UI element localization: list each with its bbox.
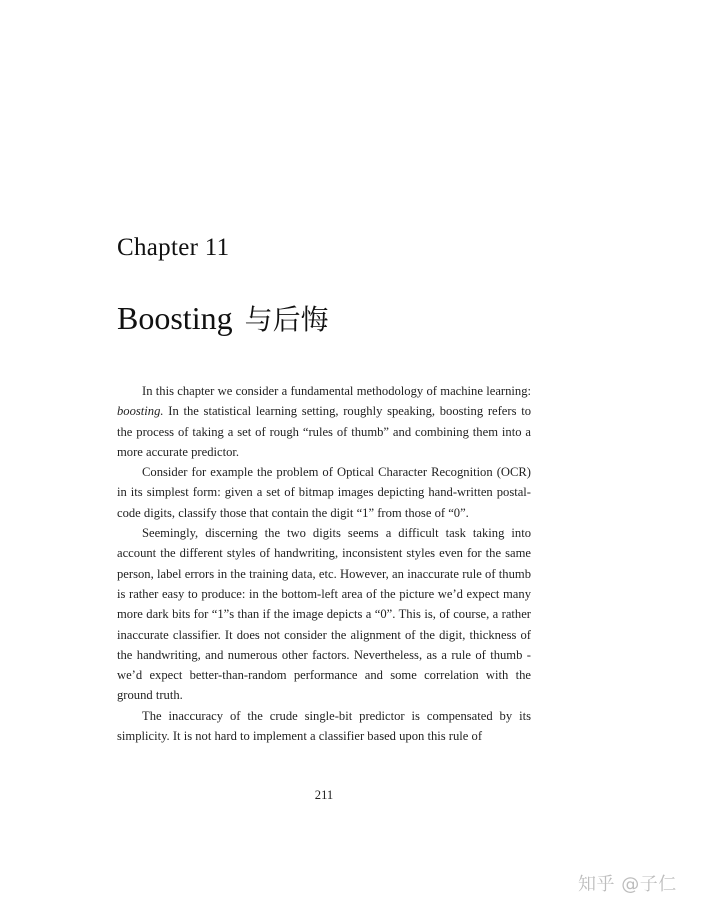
chapter-label: Chapter 11 xyxy=(117,234,230,261)
watermark: 知乎 @子仁 xyxy=(578,874,677,895)
paragraph-rule-of-thumb: Seemingly, discerning the two digits seems a difficult task taking into account the different styles of handwriting, inconsistent styles even for the same person, label errors in the training data, etc. However, an inaccurate rule of thumb is rather easy to produce: in the bottom-left area of the picture we’d expect many more dark bits for “1”s than if the image depicts a “0”. This is, of course, a rather inaccurate classifier. It does not consider the alignment of the digit, thickness of the handwriting, and numerous other factors. Nevertheless, as a rule of thumb - we’d expect better-than-random performance and some correlation with the ground truth. xyxy=(117,526,531,703)
paragraph-intro xyxy=(117,381,531,462)
chapter-title xyxy=(117,298,329,338)
chapter-body xyxy=(117,381,531,746)
paragraph-simplicity: The inaccuracy of the crude single-bit predictor is compensated by its simplicity. It is not hard to implement a classifier based upon this rule of xyxy=(117,708,531,744)
paragraph-ocr-example: Consider for example the problem of Optical Character Recognition (OCR) in its simplest form: given a set of bitmap images depicting hand-written postal-code digits, classify those that contain the digit “1” from those of “0”. xyxy=(117,465,531,520)
page-number: 211 xyxy=(314,788,334,802)
paragraph-text: In this chapter we consider a fundamental methodology of machine learning: xyxy=(142,384,531,398)
chapter-title-cjk: 与后悔 xyxy=(244,303,329,336)
emphasized-term: boosting. xyxy=(117,404,164,419)
chapter-title-latin: Boosting xyxy=(117,300,233,336)
paragraph-text: In the statistical learning setting, roughly speaking, boosting refers to the process of taking a set of rough “rules of thumb” and combining them into a more accurate predictor. xyxy=(117,404,531,459)
